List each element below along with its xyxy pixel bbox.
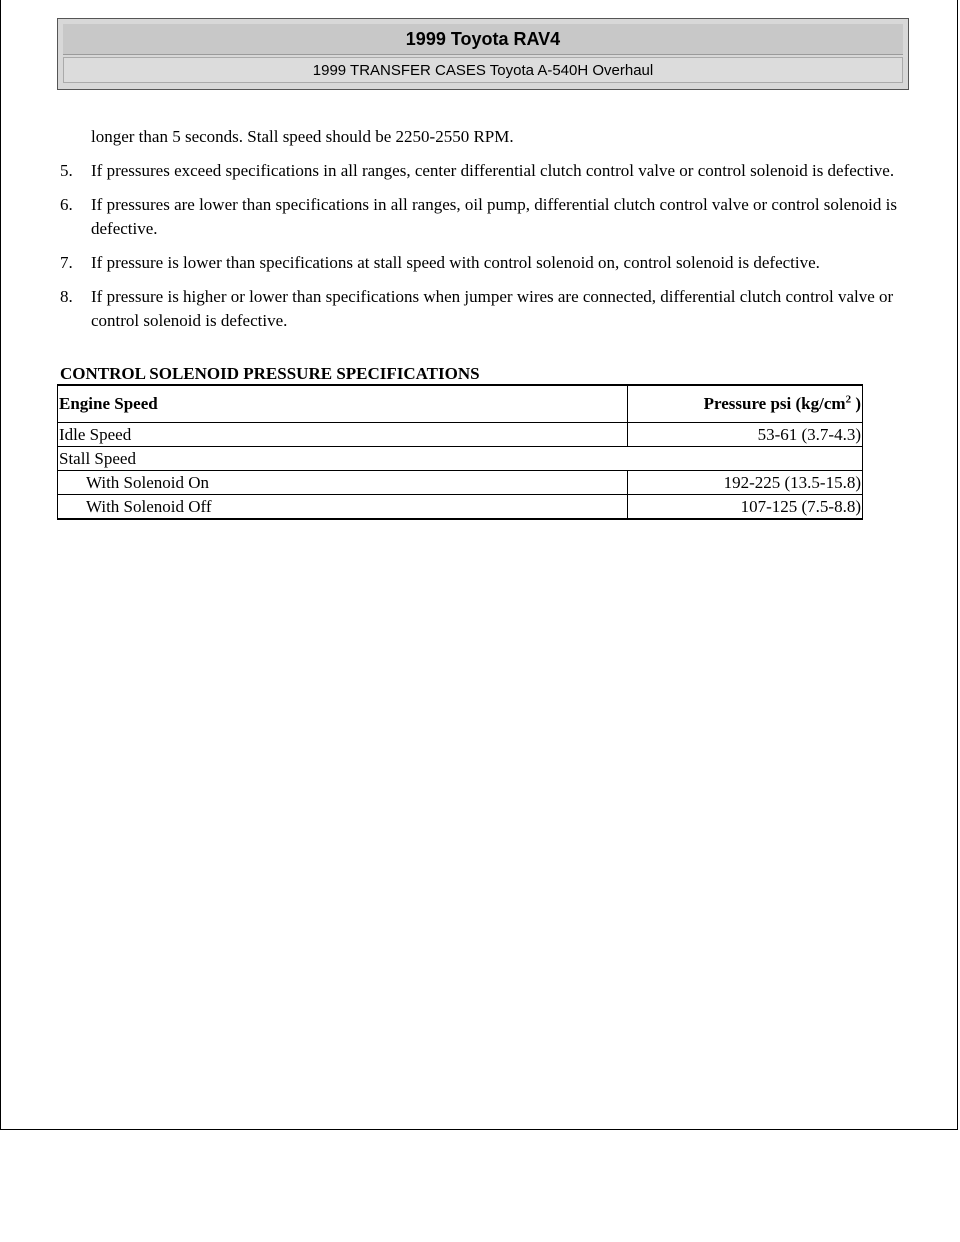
procedure-text bbox=[60, 125, 910, 343]
table-header-row bbox=[58, 385, 863, 423]
header-pressure bbox=[628, 385, 863, 423]
header-pressure-close: ) bbox=[851, 394, 861, 413]
continuation-line: longer than 5 seconds. Stall speed should be 2250-2550 RPM. bbox=[91, 127, 514, 146]
step-text: If pressure is higher or lower than specifications when jumper wires are connected, differential clutch control valve or control solenoid is defective. bbox=[91, 287, 894, 330]
row-label: With Solenoid Off bbox=[58, 495, 628, 520]
step-item bbox=[60, 159, 910, 183]
table-row bbox=[58, 495, 863, 520]
step-number: 5. bbox=[60, 161, 73, 180]
step-list bbox=[60, 159, 910, 333]
step-text: If pressure is lower than specifications at stall speed with control solenoid on, control solenoid is defective. bbox=[91, 253, 820, 272]
step-item bbox=[60, 193, 910, 241]
table-row bbox=[58, 423, 863, 447]
step-item bbox=[60, 251, 910, 275]
row-label: Idle Speed bbox=[58, 423, 628, 447]
row-label: With Solenoid On bbox=[58, 471, 628, 495]
step-number: 6. bbox=[60, 195, 73, 214]
pressure-spec-table bbox=[57, 384, 863, 520]
step-number: 7. bbox=[60, 253, 73, 272]
step-text: If pressures are lower than specifications in all ranges, oil pump, differential clutch control valve or control solenoid is defective. bbox=[91, 195, 897, 238]
table-row bbox=[58, 471, 863, 495]
table-title: CONTROL SOLENOID PRESSURE SPECIFICATIONS bbox=[60, 364, 480, 383]
row-label: Stall Speed bbox=[58, 447, 863, 471]
header-pressure-sup: 2 bbox=[845, 393, 852, 406]
step-item bbox=[60, 285, 910, 333]
document-header bbox=[57, 18, 909, 90]
header-pressure-text: Pressure psi (kg/cm bbox=[703, 394, 846, 413]
step-number: 8. bbox=[60, 287, 73, 306]
table-row bbox=[58, 447, 863, 471]
step-text: If pressures exceed specifications in all ranges, center differential clutch control valve or control solenoid is defective. bbox=[91, 161, 895, 180]
row-value: 53-61 (3.7-4.3) bbox=[628, 423, 863, 447]
header-subtitle: 1999 TRANSFER CASES Toyota A-540H Overhaul bbox=[63, 57, 903, 83]
header-title: 1999 Toyota RAV4 bbox=[63, 24, 903, 55]
header-engine-speed: Engine Speed bbox=[58, 385, 628, 423]
row-value: 192-225 (13.5-15.8) bbox=[628, 471, 863, 495]
row-value: 107-125 (7.5-8.8) bbox=[628, 495, 863, 520]
